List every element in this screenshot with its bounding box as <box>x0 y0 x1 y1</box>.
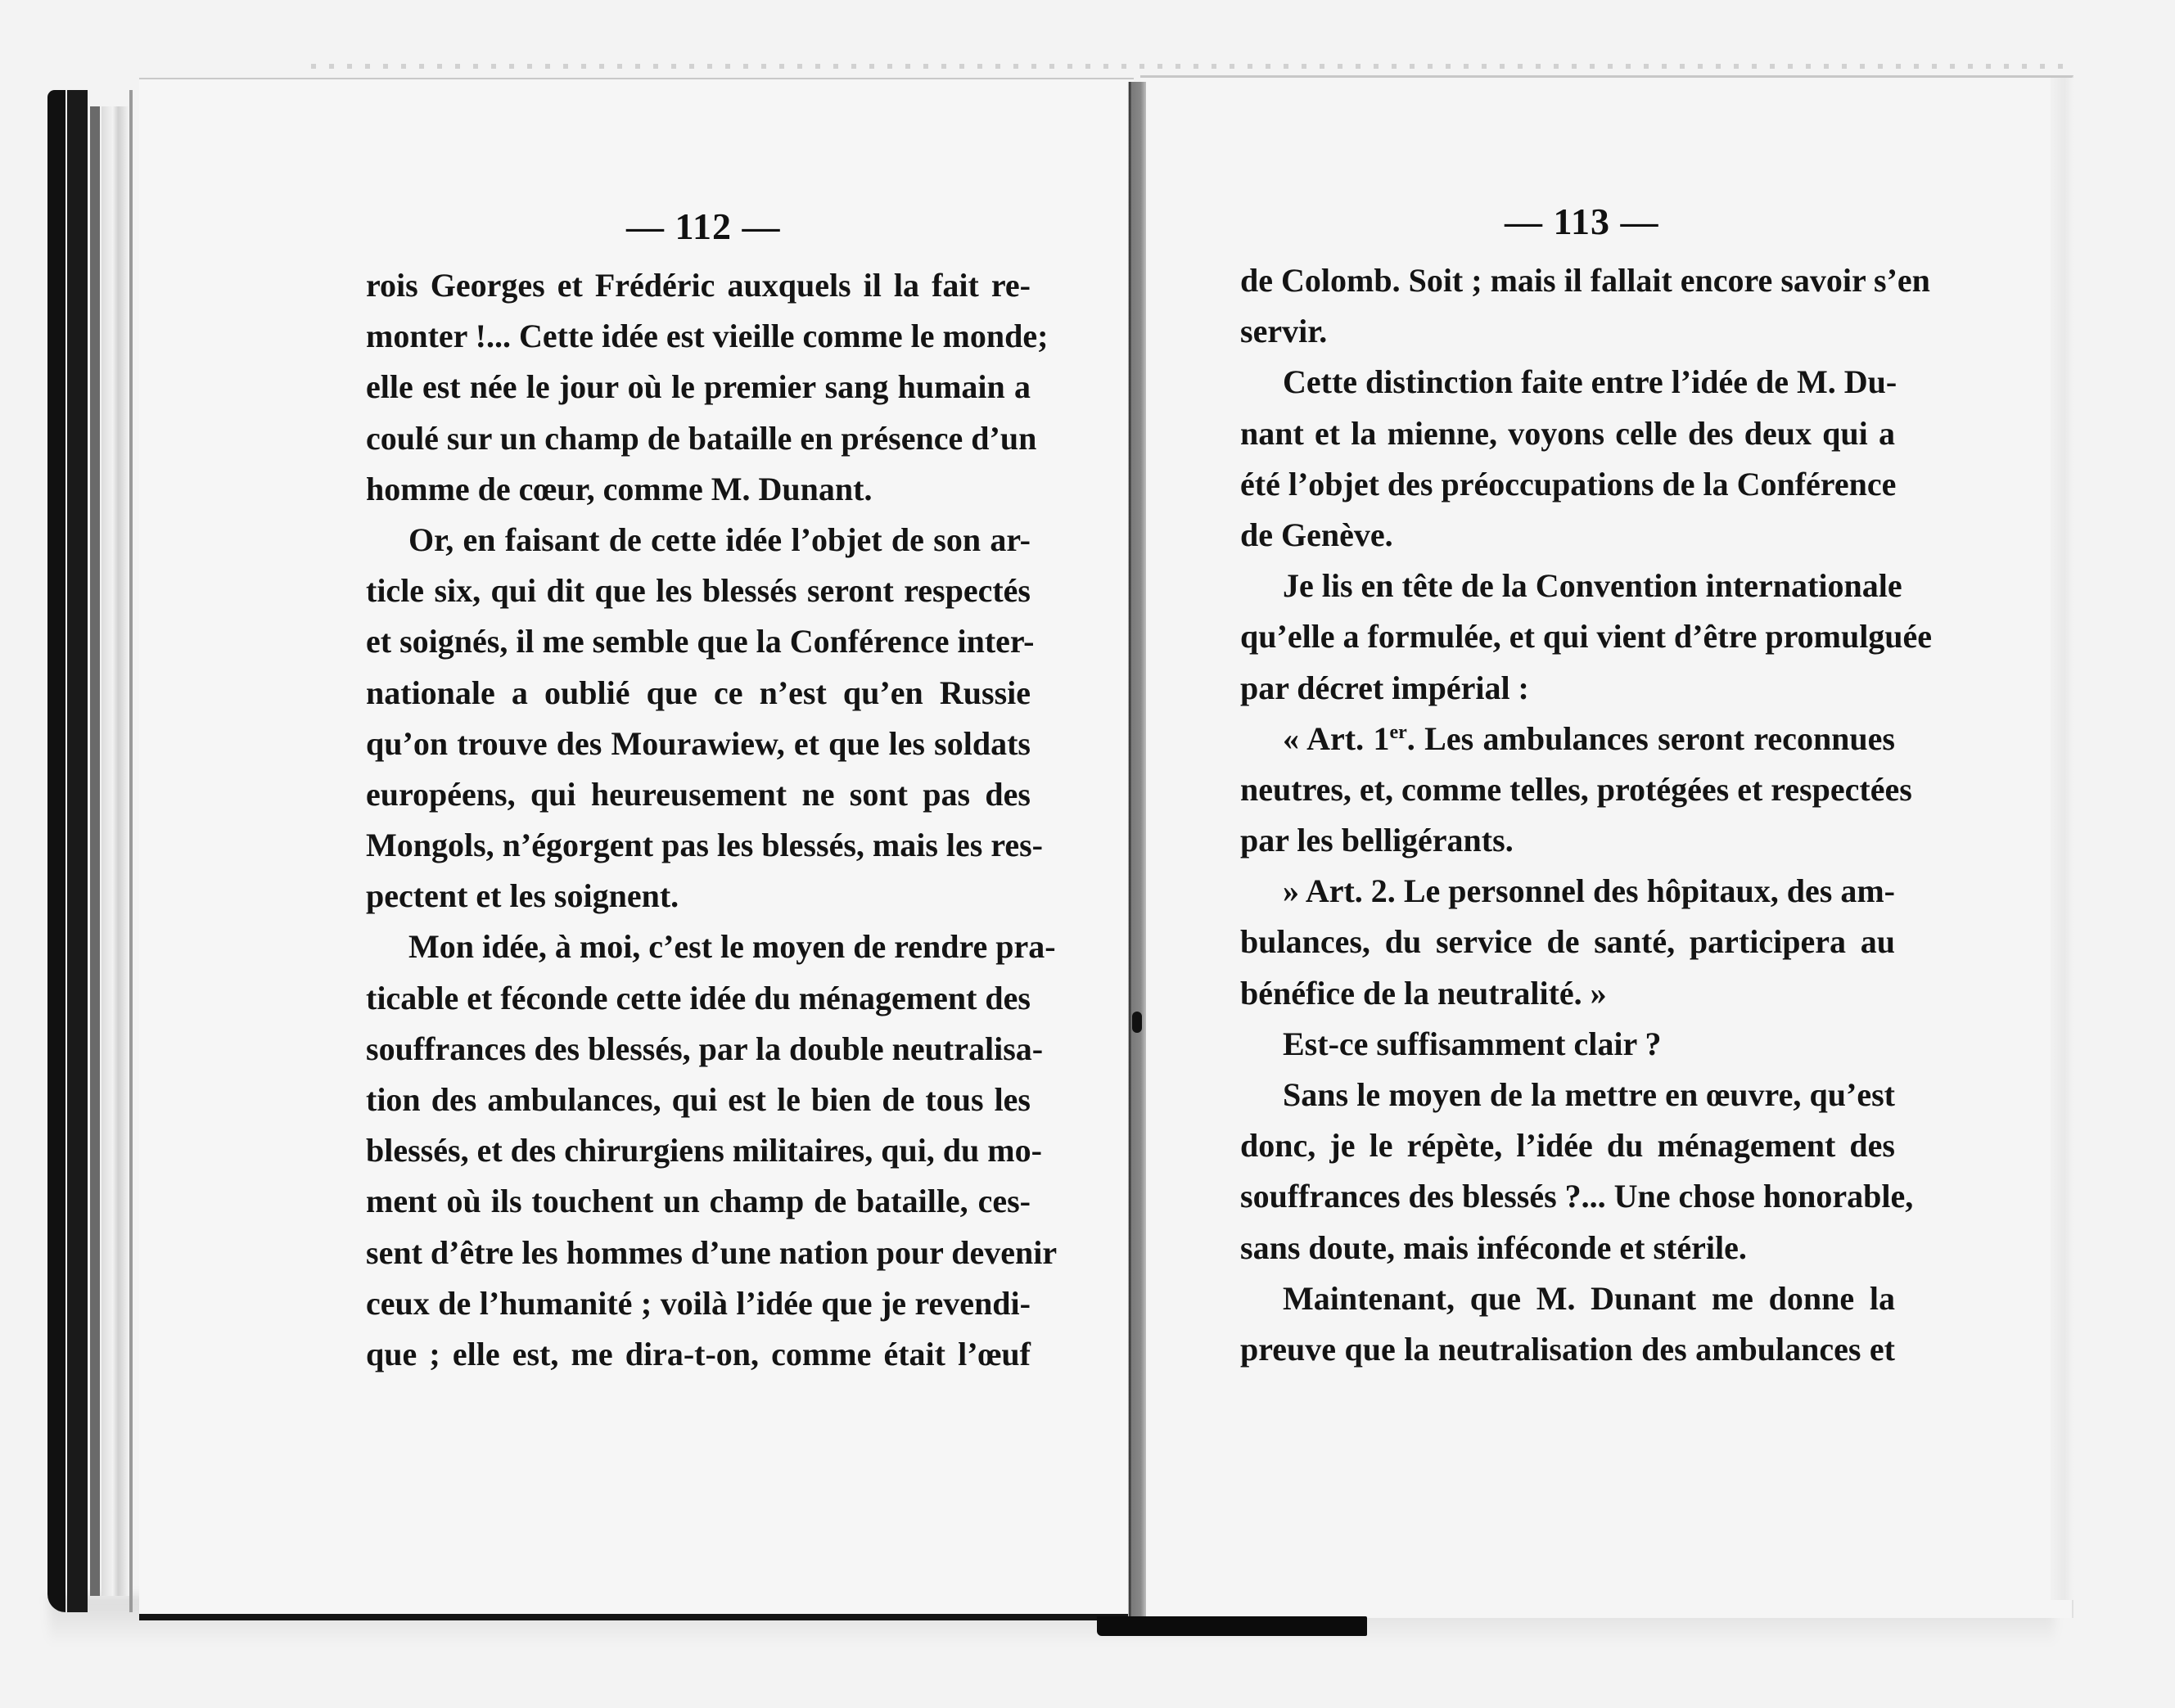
text-line: Or, en faisant de cette idée l’objet de son ar- <box>408 521 1031 558</box>
text-line: Mongols, n’égorgent pas les blessés, mais les res- <box>366 827 1043 864</box>
text-line: que ; elle est, me dira-t-on, comme était l’œuf <box>366 1335 1031 1372</box>
text-line: tion des ambulances, qui est le bien de tous les <box>366 1081 1031 1118</box>
book-gutter <box>1128 82 1146 1620</box>
text-line: » Art. 2. Le personnel des hôpitaux, des am- <box>1283 872 1895 910</box>
text-line: sans doute, mais inféconde et stérile. <box>1240 1228 1747 1266</box>
text-line: Mon idée, à moi, c’est le moyen de rendre pra- <box>408 928 1056 966</box>
page-stack-shadow <box>90 106 100 1596</box>
text-line: donc, je le répète, l’idée du ménagement des <box>1240 1127 1895 1165</box>
cover-edge <box>47 90 65 1612</box>
text-line: Sans le moyen de la mettre en œuvre, qu’est <box>1283 1076 1895 1113</box>
text-line: bénéfice de la neutralité. » <box>1240 974 1607 1012</box>
text-line: qu’elle a formulée, et qui vient d’être promulguée <box>1240 618 1933 656</box>
top-edge-dust <box>311 64 2071 69</box>
text-line: souffrances des blessés ?... Une chose honorable, <box>1240 1178 1914 1215</box>
right-page-edge <box>2051 78 2073 1600</box>
text-line: Je lis en tête de la Convention internationale <box>1283 567 1902 605</box>
right-page-text <box>1240 255 1933 1375</box>
text-line: qu’on trouve des Mourawiew, et que les soldats <box>366 724 1031 762</box>
text-line: ment où ils touchent un champ de bataille, ces- <box>366 1183 1031 1220</box>
text-line: souffrances des blessés, par la double neutralisa- <box>366 1030 1044 1067</box>
text-line: par les belligérants. <box>1240 822 1514 859</box>
text-line: ticle six, qui dit que les blessés seront respectés <box>366 572 1031 610</box>
left-page-text <box>366 260 1058 1380</box>
text-line: ceux de l’humanité ; voilà l’idée que je revendi- <box>366 1284 1031 1322</box>
text-line: bulances, du service de santé, participera au <box>1240 923 1895 961</box>
text-line: neutres, et, comme telles, protégées et respectées <box>1240 770 1912 808</box>
text-line: européens, qui heureusement ne sont pas des <box>366 775 1031 813</box>
text-line: blessés, et des chirurgiens militaires, qui, du mo- <box>366 1132 1042 1169</box>
text-line: pectent et les soignent. <box>366 877 679 915</box>
page-stack <box>102 106 129 1596</box>
bottom-binding-tab <box>1097 1616 1367 1636</box>
text-line: nationale a oublié que ce n’est qu’en Russie <box>366 674 1031 711</box>
text-line: ticable et féconde cette idée du ménagement des <box>366 979 1031 1016</box>
text-line: de Colomb. Soit ; mais il fallait encore savoir s’en <box>1240 262 1930 299</box>
text-line: homme de cœur, comme M. Dunant. <box>366 470 873 507</box>
text-line: et soignés, il me semble que la Conférence inter- <box>366 623 1035 660</box>
binding-thread <box>1132 1012 1142 1033</box>
text-line: monter !... Cette idée est vieille comme le monde; <box>366 318 1049 355</box>
text-line: coulé sur un champ de bataille en présence d’un <box>366 419 1037 457</box>
page-number-right: — 113 — <box>1505 201 1659 242</box>
text-line: rois Georges et Frédéric auxquels il la fait re- <box>366 267 1031 304</box>
text-line: elle est née le jour où le premier sang humain a <box>366 368 1031 406</box>
text-line: par décret impérial : <box>1240 669 1529 706</box>
text-line: été l’objet des préoccupations de la Conférence <box>1240 465 1897 502</box>
text-line: servir. <box>1240 313 1328 350</box>
book-fore-edge <box>47 90 146 1620</box>
text-line: sent d’être les hommes d’une nation pour devenir <box>366 1233 1058 1271</box>
text-line: « Art. 1er. Les ambulances seront reconnues <box>1283 719 1895 757</box>
text-line: Maintenant, que M. Dunant me donne la <box>1283 1279 1895 1317</box>
page-number-left: — 112 — <box>626 205 781 247</box>
page-stack-line <box>129 90 133 1612</box>
text-line: Est-ce suffisamment clair ? <box>1283 1025 1662 1062</box>
cover-edge-inner <box>67 90 88 1612</box>
text-line: Cette distinction faite entre l’idée de M. Du- <box>1283 363 1897 401</box>
text-line: nant et la mienne, voyons celle des deux qui a <box>1240 414 1895 452</box>
text-line: de Genève. <box>1240 516 1393 553</box>
text-line: preuve que la neutralisation des ambulances et <box>1240 1330 1895 1368</box>
